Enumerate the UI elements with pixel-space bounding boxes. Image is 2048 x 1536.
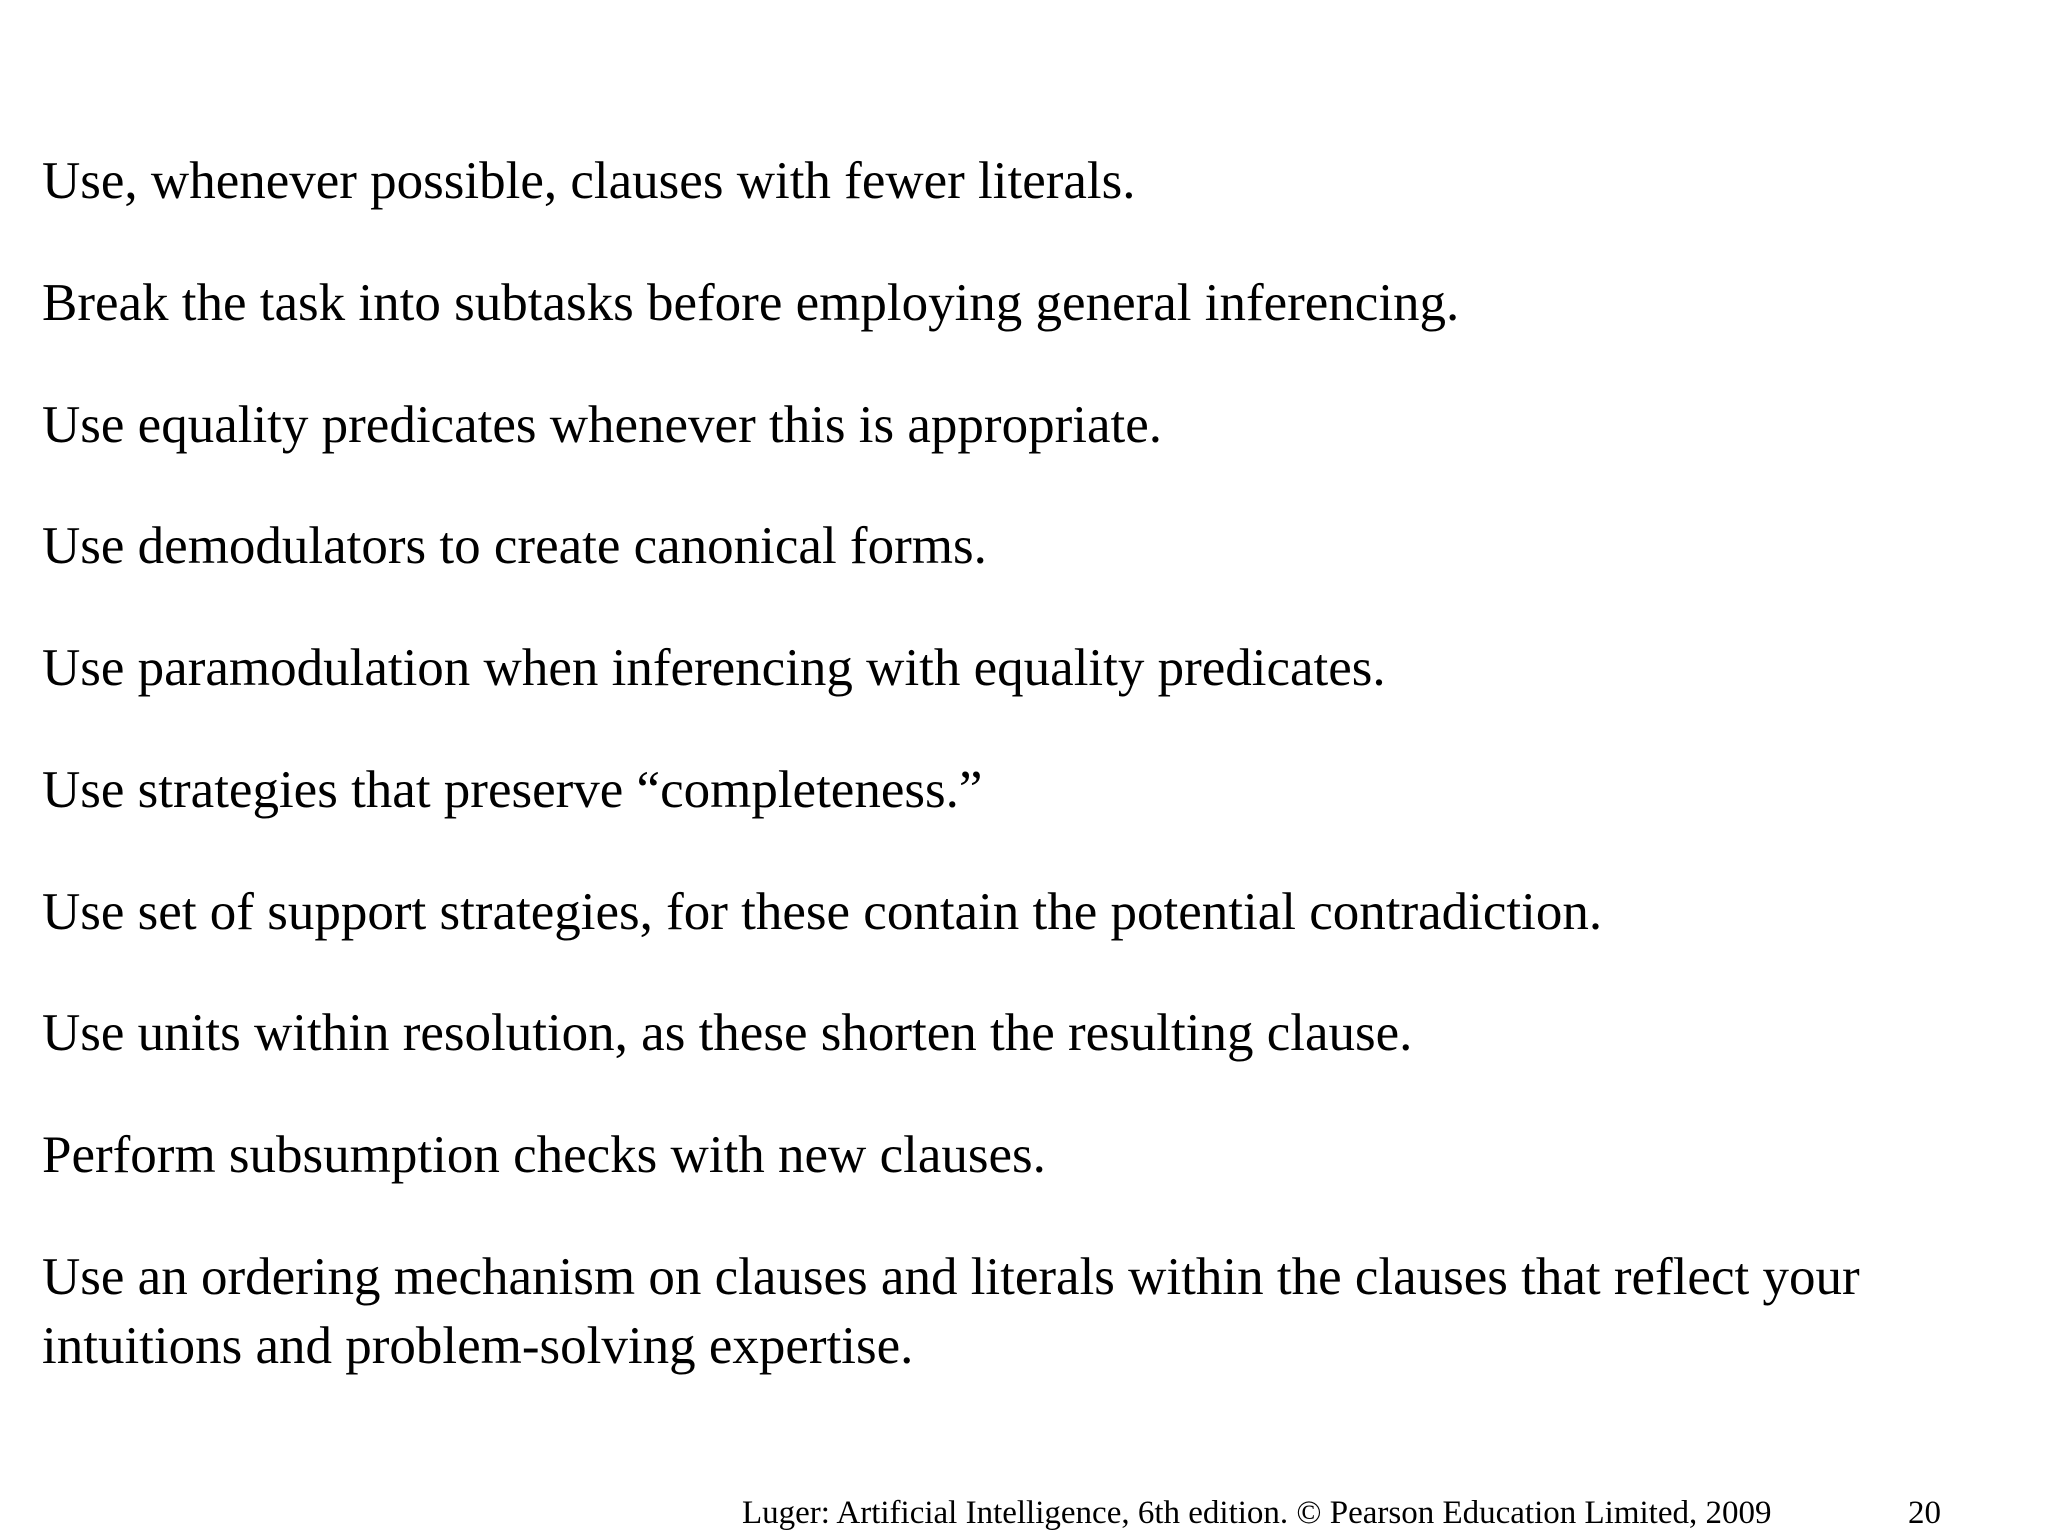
heuristic-item-5: Use paramodulation when inferencing with equality predicates. (42, 639, 1386, 697)
heuristic-item-10: Use an ordering mechanism on clauses and literals within the clauses that reflect your intuitions and problem-solving expertise. (42, 1248, 1860, 1375)
heuristic-item-1: Use, whenever possible, clauses with fewer literals. (42, 152, 1136, 210)
heuristic-item-7: Use set of support strategies, for these contain the potential contradiction. (42, 883, 1603, 941)
page-number: 20 (1908, 1495, 1941, 1531)
heuristic-item-3: Use equality predicates whenever this is appropriate. (42, 396, 1162, 454)
heuristic-item-6: Use strategies that preserve “completeness.” (42, 761, 983, 819)
slide-footer-citation: Luger: Artificial Intelligence, 6th edition. © Pearson Education Limited, 2009 (742, 1495, 1772, 1531)
heuristic-item-8: Use units within resolution, as these shorten the resulting clause. (42, 1004, 1413, 1062)
heuristic-item-4: Use demodulators to create canonical forms. (42, 517, 987, 575)
heuristic-item-9: Perform subsumption checks with new clauses. (42, 1126, 1046, 1184)
heuristic-item-2: Break the task into subtasks before employing general inferencing. (42, 274, 1460, 332)
